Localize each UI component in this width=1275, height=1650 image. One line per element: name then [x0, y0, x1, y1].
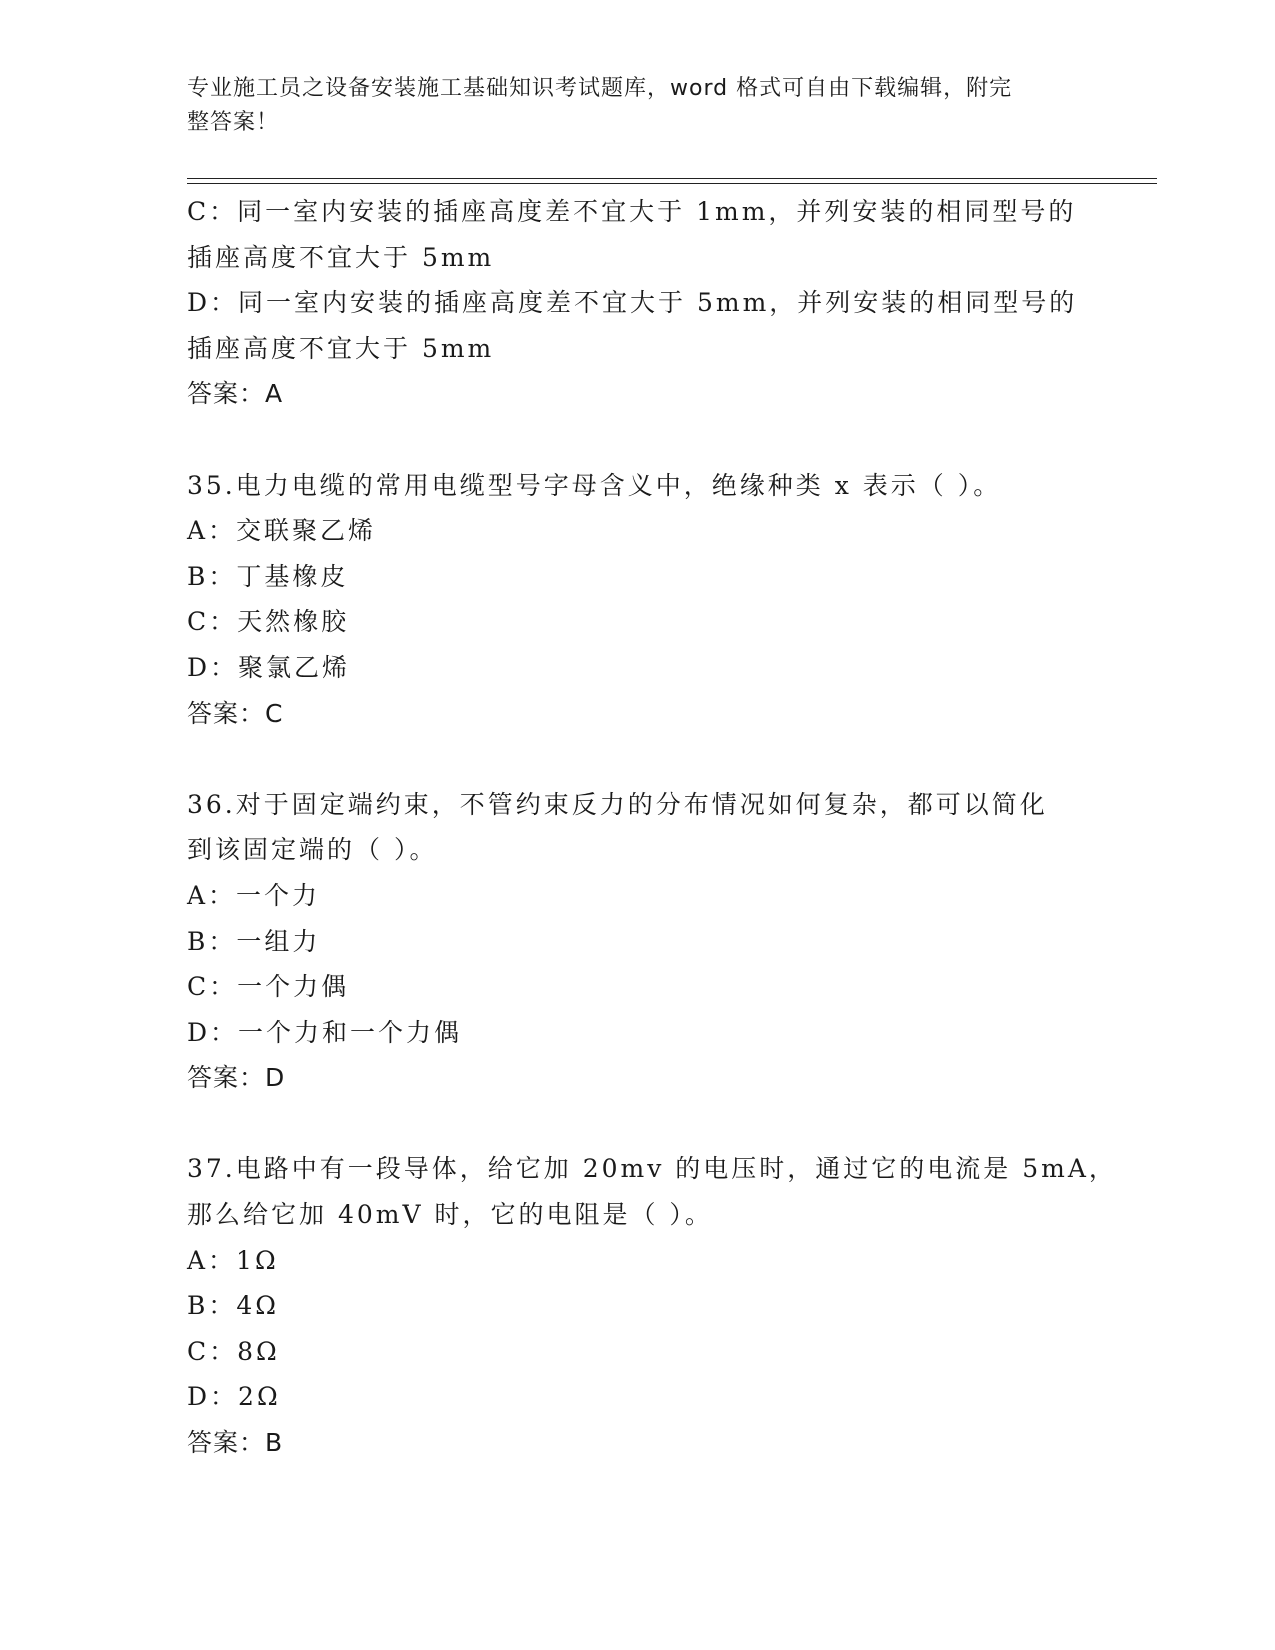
option-d-line-2: 插座高度不宜大于 5mm [187, 333, 495, 363]
question-34-tail [187, 189, 1087, 417]
question-36-option-a: A：一个力 [187, 880, 321, 910]
option-c-line-1: C：同一室内安装的插座高度差不宜大于 1mm，并列安装的相同型号的 [187, 197, 1077, 226]
question-36-option-b: B：一组力 [187, 926, 321, 956]
question-35-stem: 35.电力电缆的常用电缆型号字母含义中，绝缘种类 x 表示（ ）。 [187, 470, 1002, 500]
answer-37: 答案：B [187, 1428, 284, 1458]
question-36-stem-line-2: 到该固定端的（ ）。 [187, 835, 438, 865]
spacer [187, 736, 1087, 782]
answer-35: 答案：C [187, 698, 284, 728]
question-37 [187, 1146, 1117, 1465]
question-36-option-d: D：一个力和一个力偶 [187, 1017, 463, 1047]
question-35-option-d: D：聚氯乙烯 [187, 652, 351, 682]
question-35-option-c: C：天然橡胶 [187, 607, 350, 637]
question-37-stem-line-2: 那么给它加 40mV 时，它的电阻是（ ）。 [187, 1200, 713, 1230]
question-35-option-a: A：交联聚乙烯 [187, 516, 377, 546]
answer-34: 答案：A [187, 379, 284, 409]
question-35-option-b: B：丁基橡皮 [187, 561, 349, 591]
option-d-line-1: D：同一室内安装的插座高度差不宜大于 5mm，并列安装的相同型号的 [187, 288, 1078, 318]
document-header [187, 72, 1067, 140]
header-line-1: 专业施工员之设备安装施工基础知识考试题库，word 格式可自由下载编辑，附完 [187, 76, 1013, 101]
question-37-stem-line-1: 37.电路中有一段导体，给它加 20mv 的电压时，通过它的电流是 5mA， [187, 1154, 1117, 1184]
question-36-option-c: C：一个力偶 [187, 972, 350, 1002]
question-37-option-d: D：2Ω [187, 1382, 281, 1412]
answer-36: 答案：D [187, 1063, 286, 1093]
question-list [187, 189, 1117, 1466]
question-36 [187, 782, 1087, 1101]
question-35 [187, 463, 1087, 737]
header-divider-bottom [187, 183, 1157, 184]
header-line-2: 整答案！ [187, 110, 280, 135]
question-37-option-a: A：1Ω [187, 1245, 279, 1275]
question-37-option-b: B：4Ω [187, 1291, 280, 1321]
question-36-stem-line-1: 36.对于固定端约束，不管约束反力的分布情况如何复杂，都可以简化 [187, 789, 1048, 819]
spacer [187, 1101, 1087, 1147]
question-37-option-c: C：8Ω [187, 1336, 280, 1366]
option-c-line-2: 插座高度不宜大于 5mm [187, 242, 495, 272]
header-divider-top [187, 178, 1157, 179]
spacer [187, 417, 1087, 463]
